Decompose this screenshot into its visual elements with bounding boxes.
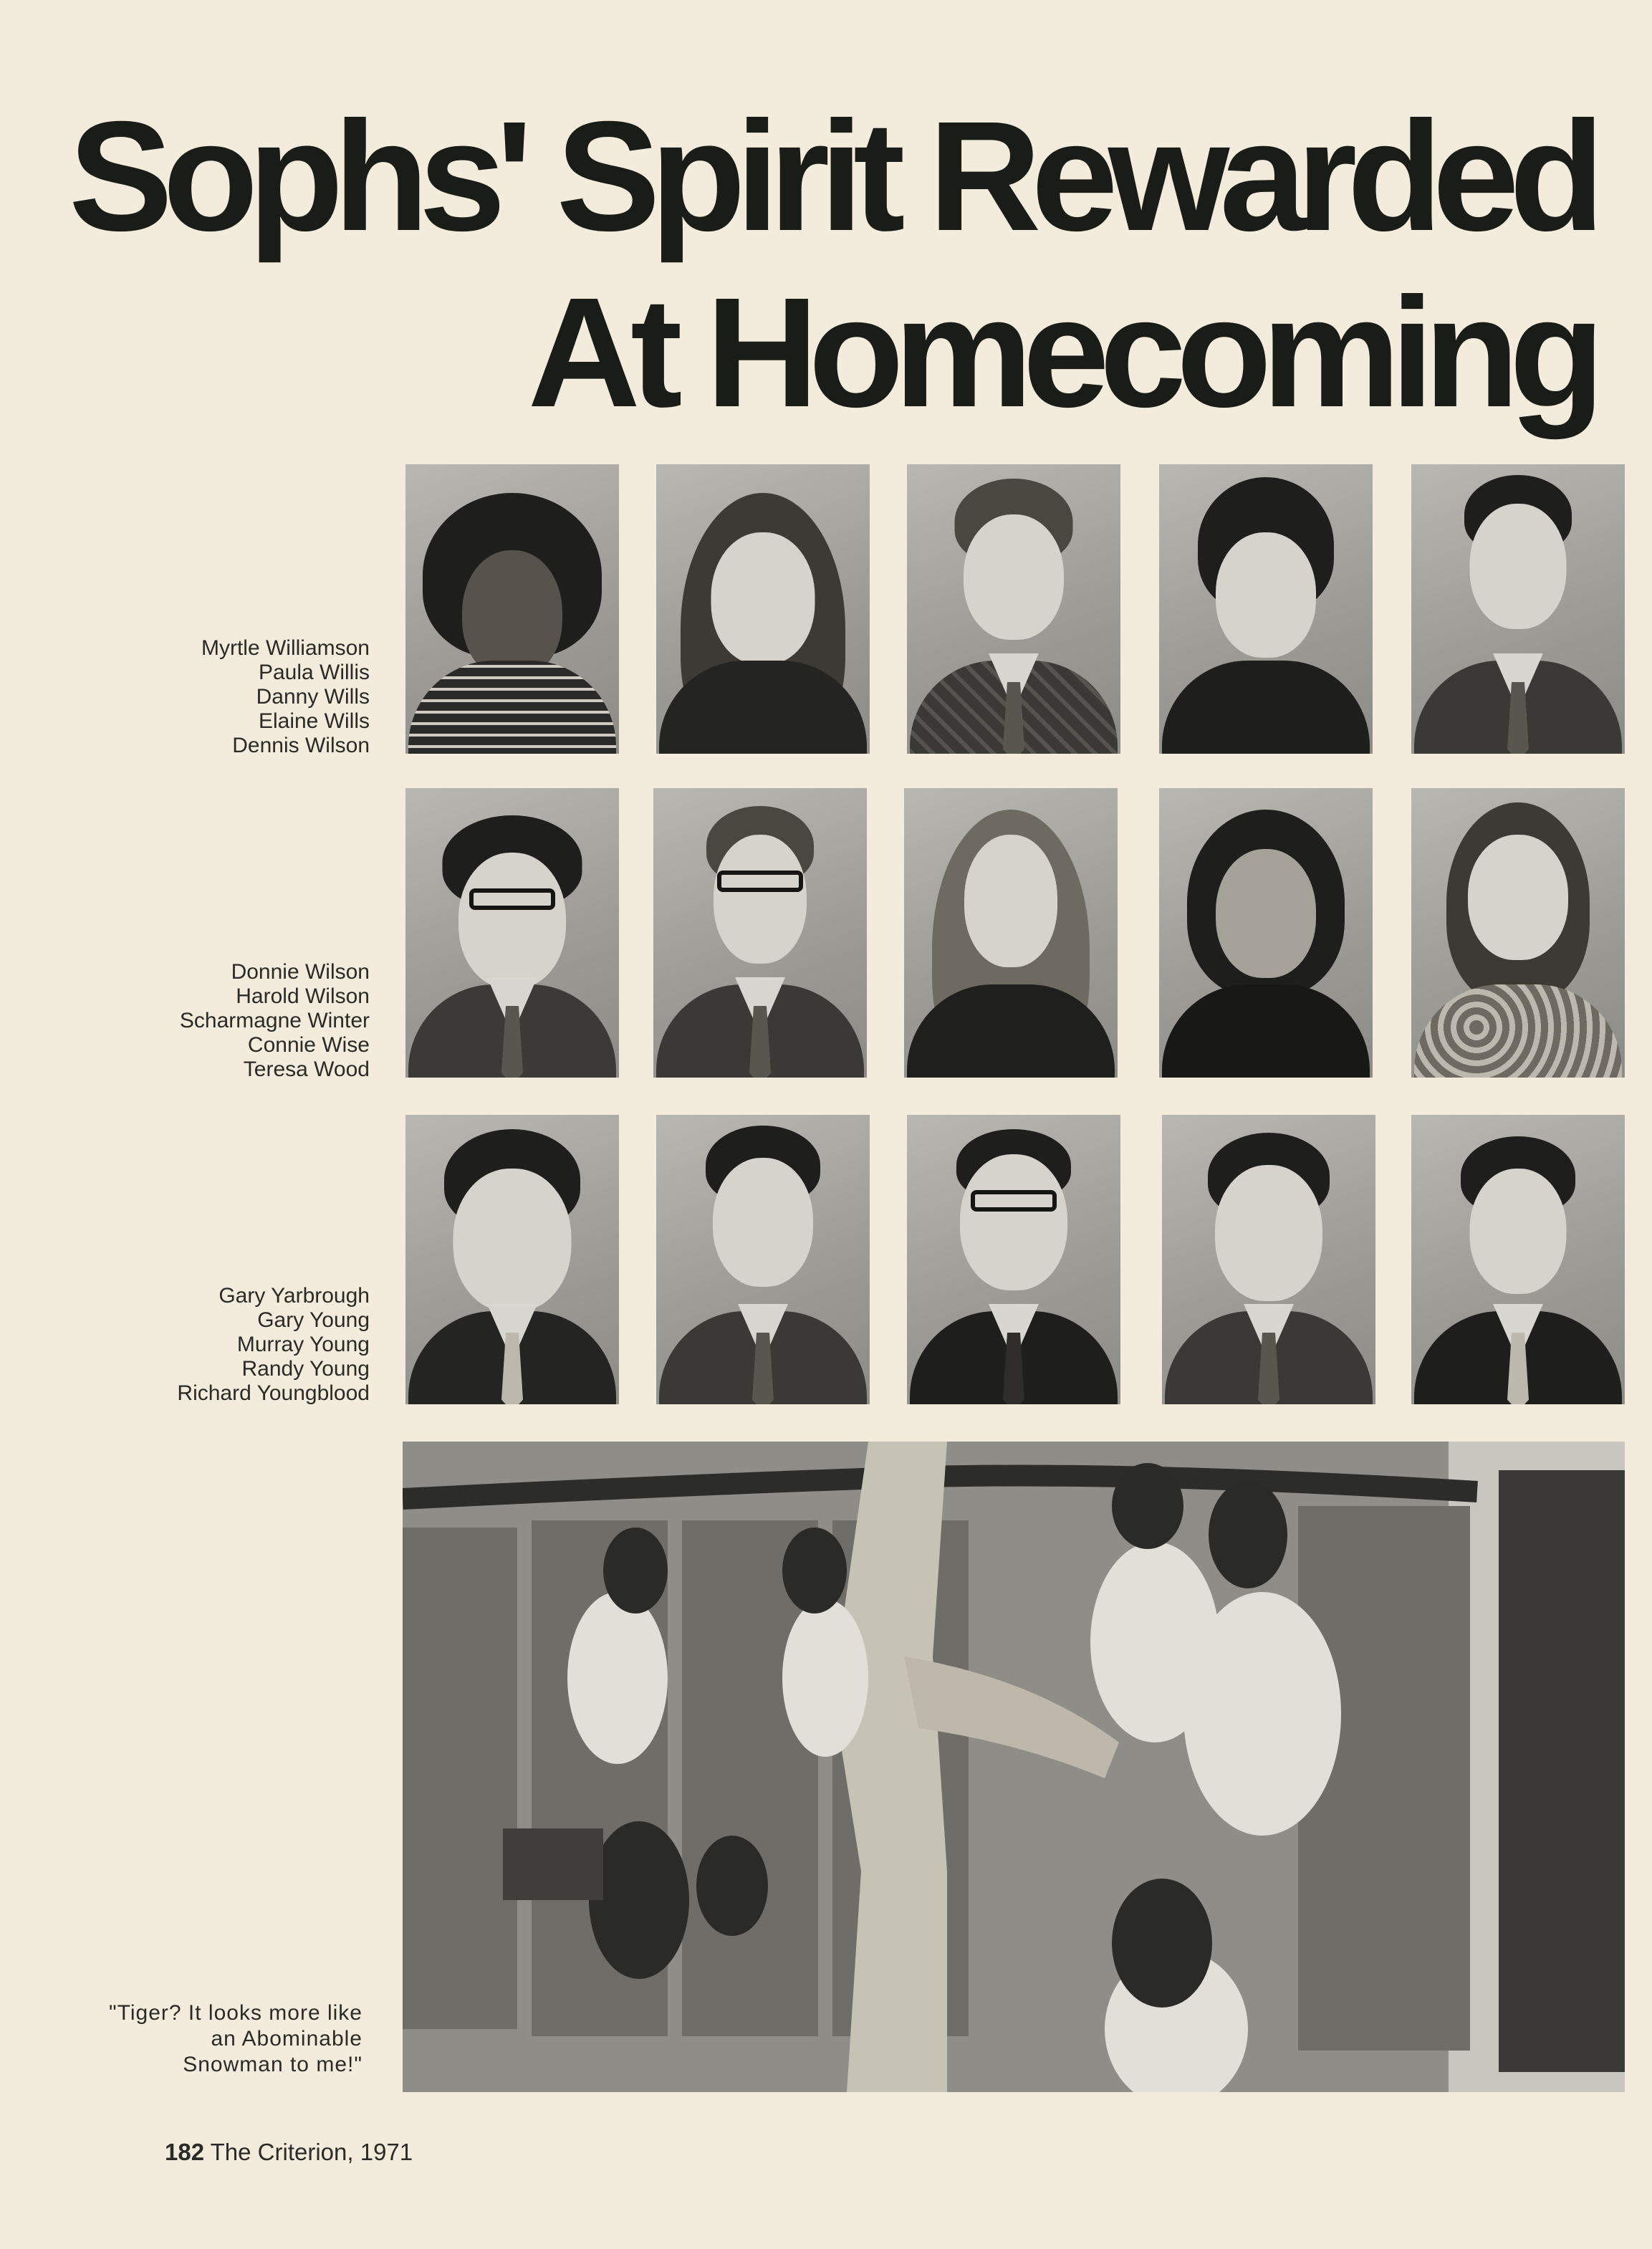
student-name: Paula Willis	[258, 661, 370, 684]
student-name: Richard Youngblood	[177, 1381, 370, 1405]
publication-name: The Criterion, 1971	[210, 2139, 413, 2165]
student-name: Danny Wills	[256, 685, 370, 709]
student-name: Harold Wilson	[236, 984, 370, 1008]
portrait-photo	[656, 464, 870, 754]
student-name: Scharmagne Winter	[179, 1009, 370, 1032]
portrait-photo	[907, 464, 1120, 754]
headline-line-2: At Homecoming	[527, 266, 1595, 440]
student-name: Murray Young	[236, 1333, 370, 1356]
homecoming-candid-photo	[403, 1442, 1625, 2092]
portrait-photo	[1159, 788, 1373, 1078]
portrait-photo	[405, 788, 619, 1078]
student-name: Elaine Wills	[258, 709, 370, 733]
portrait-photo	[656, 1115, 870, 1404]
portrait-photo	[405, 1115, 619, 1404]
student-name: Dennis Wilson	[232, 734, 370, 757]
portrait-photo	[405, 464, 619, 754]
student-name: Teresa Wood	[243, 1058, 370, 1081]
row-1-name-list	[54, 636, 370, 758]
student-name: Donnie Wilson	[231, 960, 370, 984]
row-3-name-list	[54, 1284, 370, 1406]
portrait-photo	[1162, 1115, 1375, 1404]
student-name: Myrtle Williamson	[201, 636, 370, 660]
portrait-photo	[1411, 1115, 1625, 1404]
portrait-photo	[653, 788, 867, 1078]
page-footer	[165, 2139, 413, 2166]
photo-caption: "Tiger? It looks more like an Abominable Snowman to me!"	[109, 2001, 362, 2076]
row-2-name-list	[54, 960, 370, 1082]
student-name: Connie Wise	[247, 1033, 370, 1057]
headline-line-1: Sophs' Spirit Rewarded	[68, 90, 1595, 264]
student-name: Gary Yarbrough	[218, 1284, 370, 1308]
portrait-photo	[1411, 788, 1625, 1078]
student-name: Randy Young	[241, 1357, 370, 1381]
portrait-photo	[1159, 464, 1373, 754]
page-number: 182	[165, 2139, 205, 2165]
portrait-photo	[1411, 464, 1625, 754]
portrait-photo	[904, 788, 1118, 1078]
student-name: Gary Young	[257, 1308, 370, 1332]
portrait-photo	[907, 1115, 1120, 1404]
